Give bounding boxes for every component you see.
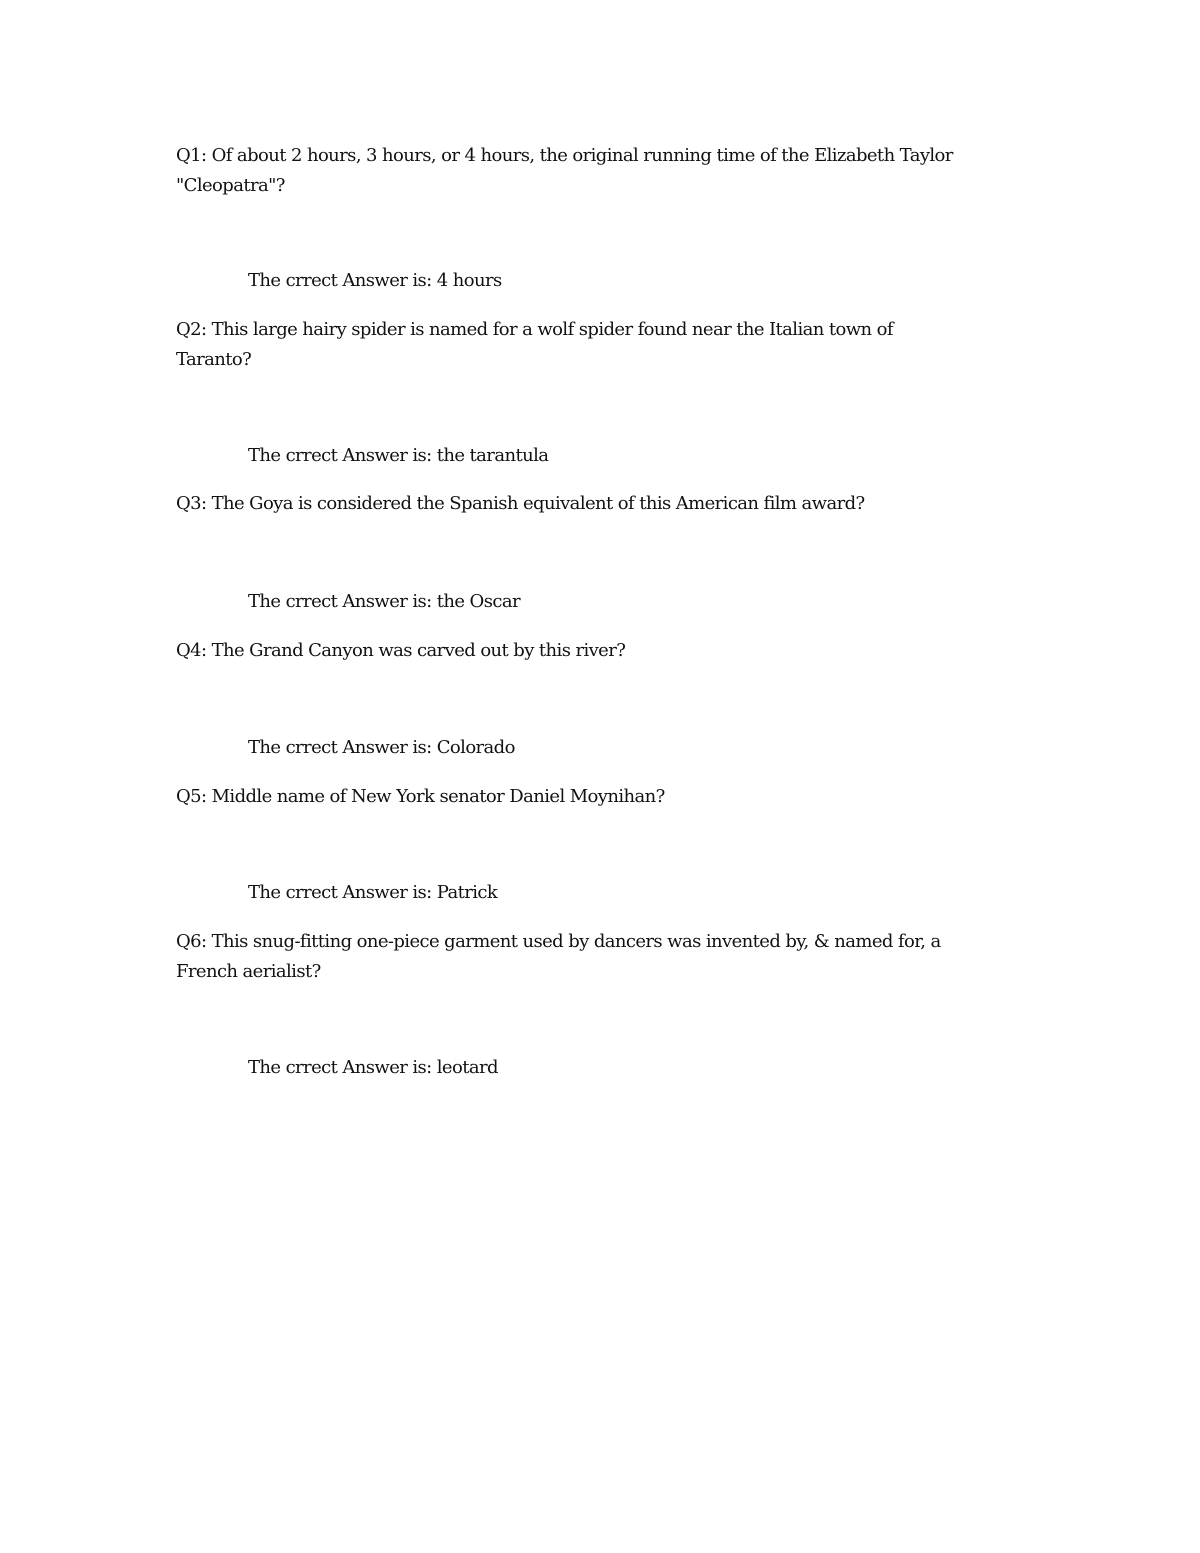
- question-6-line-2: French aerialist?: [176, 961, 321, 982]
- question-1-line-1: Q1: Of about 2 hours, 3 hours, or 4 hours, the original running time of the Elizabeth Taylor: [176, 145, 953, 166]
- question-2-line-1: Q2: This large hairy spider is named for a wolf spider found near the Italian town of: [176, 319, 893, 340]
- answer-5: The crrect Answer is: Patrick: [248, 882, 498, 903]
- answer-6: The crrect Answer is: leotard: [248, 1057, 498, 1078]
- question-2-line-2: Taranto?: [176, 349, 252, 370]
- question-5-line-1: Q5: Middle name of New York senator Daniel Moynihan?: [176, 786, 665, 807]
- answer-4: The crrect Answer is: Colorado: [248, 737, 515, 758]
- answer-3: The crrect Answer is: the Oscar: [248, 591, 520, 612]
- answer-1: The crrect Answer is: 4 hours: [248, 270, 502, 291]
- question-6-line-1: Q6: This snug-fitting one-piece garment used by dancers was invented by, & named for, a: [176, 931, 941, 952]
- question-3-line-1: Q3: The Goya is considered the Spanish equivalent of this American film award?: [176, 493, 865, 514]
- answer-2: The crrect Answer is: the tarantula: [248, 445, 549, 466]
- question-4-line-1: Q4: The Grand Canyon was carved out by this river?: [176, 640, 626, 661]
- question-1-line-2: "Cleopatra"?: [176, 175, 285, 196]
